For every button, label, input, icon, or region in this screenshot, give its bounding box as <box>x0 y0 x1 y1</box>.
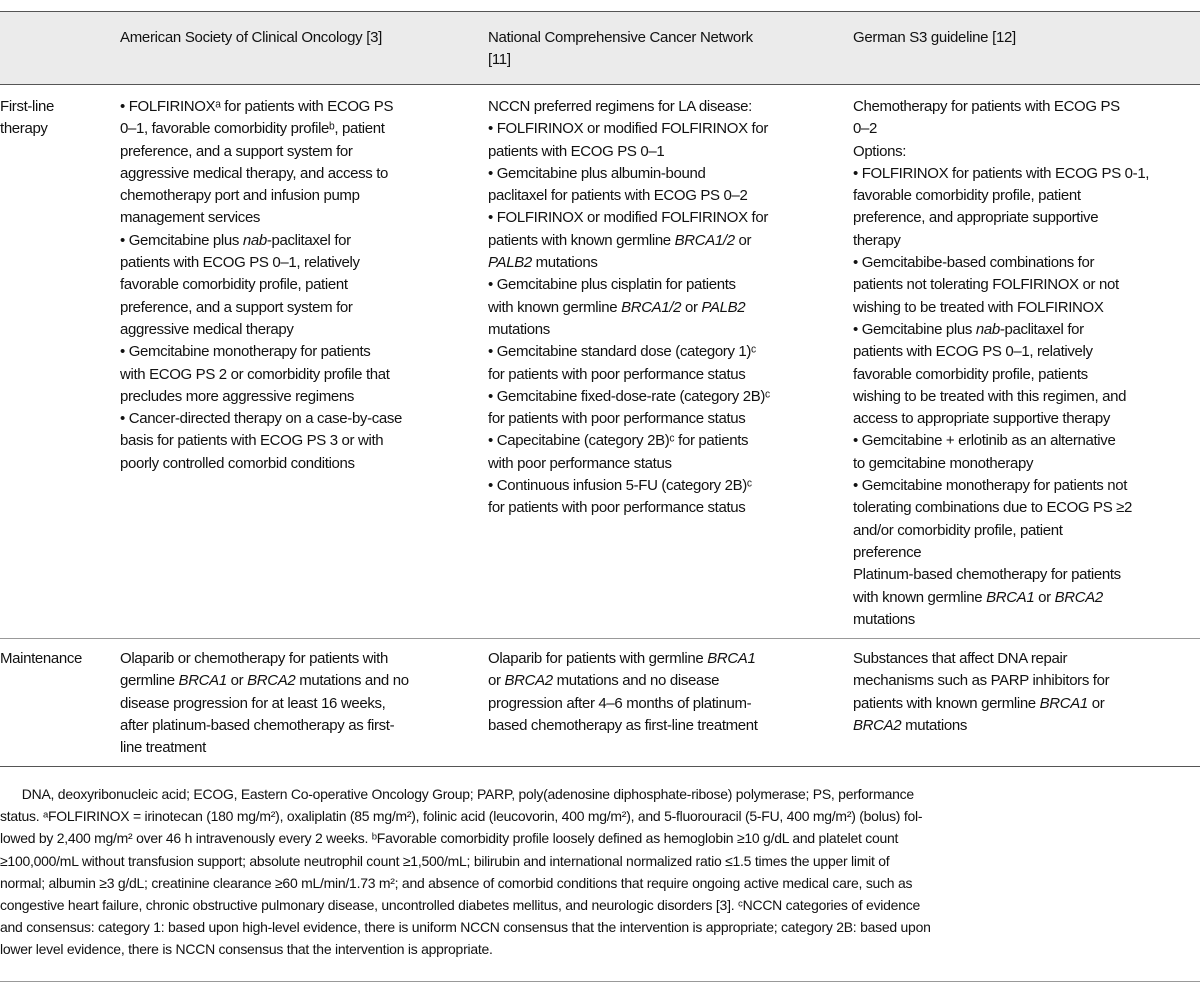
cell-line: Olaparib for patients with germline BRCA1 <box>488 650 756 667</box>
cell-line: or BRCA2 mutations and no disease <box>488 672 720 690</box>
cell-line: after platinum-based chemotherapy as first- <box>120 716 395 734</box>
row-label-first-line <box>0 96 54 141</box>
cell-asco-first-line <box>120 96 402 475</box>
cell-line: aggressive medical therapy <box>120 320 294 338</box>
cell-line: aggressive medical therapy, and access to <box>120 164 389 182</box>
cell-line: • Gemcitabine plus cisplatin for patients <box>488 276 736 294</box>
cell-line: • Gemcitabine standard dose (category 1)ᶜ <box>488 343 757 361</box>
cell-s3-first-line <box>853 96 1149 631</box>
cell-line: Platinum-based chemotherapy for patients <box>853 566 1121 584</box>
row-divider-rule <box>0 638 1200 639</box>
header-s3 <box>853 27 1016 49</box>
cell-line: • Gemcitabine fixed-dose-rate (category 2B)ᶜ <box>488 387 770 405</box>
cell-nccn-first-line <box>488 96 770 520</box>
header-nccn <box>488 27 753 71</box>
cell-line: mechanisms such as PARP inhibitors for <box>853 672 1110 690</box>
cell-line: • FOLFIRINOX for patients with ECOG PS 0-1, <box>853 164 1150 182</box>
cell-line: • Gemcitabine plus nab-paclitaxel for <box>853 320 1084 338</box>
cell-line: • Gemcitabibe-based combinations for <box>853 254 1095 272</box>
cell-line: preference, and a support system for <box>120 298 353 316</box>
header-nccn-line: National Comprehensive Cancer Network <box>488 29 753 46</box>
footnote-line: DNA, deoxyribonucleic acid; ECOG, Eastern Co-operative Oncology Group; PARP, poly(adenosine diphosphate-ribose) polymerase; PS, performance <box>0 786 914 802</box>
cell-line: patients with ECOG PS 0–1, relatively <box>853 343 1093 361</box>
footnote-line: lower level evidence, there is NCCN consensus that the intervention is appropriate. <box>0 941 493 958</box>
cell-line: mutations <box>488 320 550 338</box>
footnote-line: lowed by 2,400 mg/m² over 46 h intravenously every 2 weeks. ᵇFavorable comorbidity profile loosely defined as hemoglobin ≥10 g/dL and platelet count <box>0 830 899 847</box>
cell-line: patients with known germline BRCA1 or <box>853 694 1105 712</box>
cell-line: access to appropriate supportive therapy <box>853 410 1110 428</box>
footnote-line: status. ᵃFOLFIRINOX = irinotecan (180 mg/m²), oxaliplatin (85 mg/m²), folinic acid (leucovorin, 400 mg/m²), and 5-fluorouracil (5-FU, 400 mg/m²) (bolus) fol- <box>0 808 923 825</box>
cell-line: • Capecitabine (category 2B)ᶜ for patients <box>488 432 749 450</box>
cell-line: with poor performance status <box>488 454 672 472</box>
table-bottom-rule <box>0 766 1200 767</box>
cell-line: Options: <box>853 142 907 160</box>
cell-line: 0–2 <box>853 120 877 138</box>
cell-line: • FOLFIRINOX or modified FOLFIRINOX for <box>488 209 768 227</box>
cell-line: patients with ECOG PS 0–1 <box>488 142 665 160</box>
row-label-maintenance <box>0 648 82 670</box>
cell-nccn-maintenance <box>488 648 758 737</box>
cell-line: management services <box>120 209 261 227</box>
cell-line: paclitaxel for patients with ECOG PS 0–2 <box>488 187 748 205</box>
cell-line: • FOLFIRINOXᵃ for patients with ECOG PS <box>120 98 394 115</box>
cell-line: for patients with poor performance status <box>488 365 746 383</box>
cell-line: wishing to be treated with FOLFIRINOX <box>853 298 1104 316</box>
cell-line: PALB2 mutations <box>488 254 598 272</box>
cell-line: • Gemcitabine monotherapy for patients not <box>853 477 1128 495</box>
cell-line: for patients with poor performance status <box>488 499 746 517</box>
cell-line: • Gemcitabine monotherapy for patients <box>120 343 371 361</box>
cell-line: progression after 4–6 months of platinum- <box>488 694 752 712</box>
header-asco-text: American Society of Clinical Oncology [3] <box>120 29 382 46</box>
cell-line: • Gemcitabine + erlotinib as an alternative <box>853 432 1116 450</box>
cell-line: basis for patients with ECOG PS 3 or with <box>120 432 384 450</box>
footnote-line: normal; albumin ≥3 g/dL; creatinine clearance ≥60 mL/min/1.73 m²; and absence of comorbid conditions that require ongoing active medical care, such as <box>0 874 913 891</box>
cell-line: patients not tolerating FOLFIRINOX or not <box>853 276 1119 294</box>
cell-line: preference <box>853 543 922 561</box>
header-nccn-line: [11] <box>488 51 511 68</box>
cell-line: with known germline BRCA1 or BRCA2 <box>853 588 1103 606</box>
notes-bottom-rule <box>0 981 1200 982</box>
cell-line: and/or comorbidity profile, patient <box>853 521 1063 539</box>
cell-line: germline BRCA1 or BRCA2 mutations and no <box>120 672 409 690</box>
cell-line: chemotherapy port and infusion pump <box>120 187 360 205</box>
footnote-line: congestive heart failure, chronic obstructive pulmonary disease, uncontrolled diabetes mellitus, and neurologic disorders [3]. ᶜNCCN categories of evidence <box>0 897 920 914</box>
cell-line: preference, and appropriate supportive <box>853 209 1099 227</box>
cell-line: favorable comorbidity profile, patient <box>120 276 348 294</box>
row-label-line: therapy <box>0 120 48 138</box>
cell-line: NCCN preferred regimens for LA disease: <box>488 98 752 115</box>
cell-line: to gemcitabine monotherapy <box>853 454 1034 472</box>
header-s3-text: German S3 guideline [12] <box>853 29 1016 46</box>
footnote-line: ≥100,000/mL without transfusion support; absolute neutrophil count ≥1,500/mL; bilirubin and international normalized ratio ≤1.5 times the upper limit of <box>0 852 890 869</box>
cell-line: mutations <box>853 610 915 628</box>
cell-line: with ECOG PS 2 or comorbidity profile that <box>120 365 390 383</box>
table-top-rule <box>0 11 1200 12</box>
cell-line: BRCA2 mutations <box>853 716 967 734</box>
footnote-line: and consensus: category 1: based upon high-level evidence, there is uniform NCCN consensus that the intervention is appropriate; category 2B: based upon <box>0 919 931 936</box>
row-label-line: Maintenance <box>0 650 83 667</box>
cell-line: patients with known germline BRCA1/2 or <box>488 231 752 249</box>
cell-line: Olaparib or chemotherapy for patients with <box>120 650 388 667</box>
cell-line: poorly controlled comorbid conditions <box>120 454 355 472</box>
cell-line: therapy <box>853 231 901 249</box>
cell-line: favorable comorbidity profile, patient <box>853 187 1081 205</box>
cell-line: disease progression for at least 16 weeks, <box>120 694 386 712</box>
cell-line: tolerating combinations due to ECOG PS ≥2 <box>853 499 1133 517</box>
cell-line: patients with ECOG PS 0–1, relatively <box>120 254 360 272</box>
cell-line: 0–1, favorable comorbidity profileᵇ, patient <box>120 120 385 138</box>
cell-line: for patients with poor performance status <box>488 410 746 428</box>
cell-line: • Cancer-directed therapy on a case-by-case <box>120 410 403 428</box>
cell-line: favorable comorbidity profile, patients <box>853 365 1088 383</box>
cell-line: based chemotherapy as first-line treatment <box>488 716 758 734</box>
header-asco <box>120 27 382 49</box>
cell-s3-maintenance <box>853 648 1109 737</box>
cell-asco-maintenance <box>120 648 409 759</box>
cell-line: • FOLFIRINOX or modified FOLFIRINOX for <box>488 120 768 138</box>
header-bottom-rule <box>0 84 1200 85</box>
cell-line: with known germline BRCA1/2 or PALB2 <box>488 298 746 316</box>
cell-line: • Gemcitabine plus nab-paclitaxel for <box>120 231 351 249</box>
cell-line: Chemotherapy for patients with ECOG PS <box>853 98 1120 115</box>
cell-line: wishing to be treated with this regimen, and <box>853 387 1127 405</box>
cell-line: preference, and a support system for <box>120 142 353 160</box>
cell-line: • Gemcitabine plus albumin-bound <box>488 164 706 182</box>
cell-line: • Continuous infusion 5-FU (category 2B)ᶜ <box>488 477 752 495</box>
cell-line: precludes more aggressive regimens <box>120 387 355 405</box>
row-label-line: First-line <box>0 98 55 115</box>
cell-line: Substances that affect DNA repair <box>853 650 1068 667</box>
table-footnotes <box>0 783 1200 961</box>
cell-line: line treatment <box>120 739 206 757</box>
